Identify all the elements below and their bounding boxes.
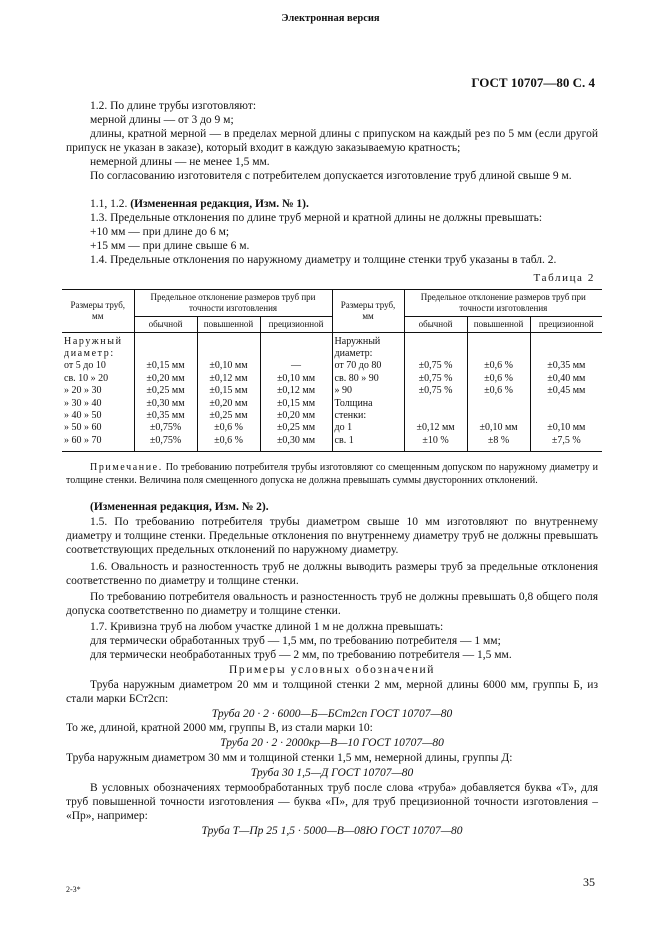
- row-label-left: » 60 » 70: [64, 434, 102, 446]
- p12-edit: [90, 197, 309, 211]
- row-label-right: от 70 до 80: [332, 360, 404, 372]
- value-high-left: ±0,25 мм: [197, 410, 260, 422]
- value-high-left: ±0,10 мм: [197, 360, 260, 372]
- row-label-right: Наружный: [332, 332, 404, 348]
- row-label-left: диаметр:: [64, 347, 115, 359]
- row-label-left: » 40 » 50: [64, 409, 102, 421]
- page-number: 35: [583, 875, 595, 889]
- p13-line1: 1.3. Предельные отклонения по длине труб мерной и кратной длины не должны превышать:: [90, 212, 543, 224]
- value-precise-left: ±0,20 мм: [260, 410, 332, 422]
- row-label-left: Наружный: [64, 335, 123, 347]
- header-high-left: повышенной: [197, 316, 260, 332]
- formula-3: Труба 30 1,5—Д ГОСТ 10707—80: [250, 767, 414, 779]
- value-precise-right: ±0,35 мм: [530, 360, 602, 372]
- value-normal-right: [404, 348, 467, 360]
- value-precise-right: ±0,40 мм: [530, 373, 602, 385]
- examples-heading: Примеры условных обозначений: [228, 664, 436, 676]
- row-label-left: » 50 » 60: [64, 422, 102, 434]
- value-precise-left: [260, 348, 332, 360]
- row-label-right: до 1: [332, 422, 404, 434]
- formula-1: Труба 20 · 2 · 6000—Б—БСт2сп ГОСТ 10707—80: [211, 708, 453, 720]
- p17-line3: для термически необработанных труб — 2 мм, по требованию потребителя — 1,5 мм.: [90, 649, 512, 661]
- value-high-left: ±0,20 мм: [197, 398, 260, 410]
- value-normal-right: [404, 332, 467, 348]
- p12-line4: немерной длины — не менее 1,5 мм.: [90, 156, 270, 168]
- formula-4: Труба Т—Пр 25 1,5 · 5000—В—08Ю ГОСТ 10707—80: [201, 825, 463, 837]
- example-3: Труба наружным диаметром 30 мм и толщиной стенки 1,5 мм, немерной длины, группы Д:: [66, 752, 513, 764]
- value-normal-left: ±0,20 мм: [134, 373, 197, 385]
- value-normal-right: ±0,75 %: [404, 373, 467, 385]
- table-row: [62, 332, 602, 348]
- value-high-right: [467, 332, 530, 348]
- row-label-left: » 20 » 30: [64, 385, 102, 397]
- value-normal-right: ±0,75 %: [404, 360, 467, 372]
- p12-line1: 1.2. По длине трубы изготовляют:: [90, 100, 257, 112]
- value-high-left: ±0,6 %: [197, 435, 260, 451]
- table-row: [62, 422, 602, 434]
- value-high-right: ±0,6 %: [467, 360, 530, 372]
- table-note: [66, 462, 598, 487]
- value-precise-right: ±7,5 %: [530, 435, 602, 451]
- row-label-left: от 5 до 10: [64, 360, 106, 372]
- p17-line2: для термически обработанных труб — 1,5 мм, по требованию потребителя — 1 мм;: [90, 635, 501, 647]
- row-label-left: » 30 » 40: [64, 397, 102, 409]
- row-label-right: Толщина: [332, 398, 404, 410]
- value-high-right: [467, 410, 530, 422]
- p12-line3: длины, кратной мерной — в пределах мерной длины с припуском на каждый рез по 5 мм (если другой припуск не указан в заказе), который входит в каждую заказываемую кратность;: [66, 128, 598, 155]
- table-row: [62, 373, 602, 385]
- row-label-right: св. 80 » 90: [332, 373, 404, 385]
- value-precise-left: ±0,25 мм: [260, 422, 332, 434]
- header-high-right: повышенной: [467, 316, 530, 332]
- footer-sheet-mark: 2-3*: [66, 885, 81, 894]
- value-normal-left: ±0,25 мм: [134, 385, 197, 397]
- p12-line5: По согласованию изготовителя с потребителем допускается изготовление труб длиной свыше 9 м.: [90, 170, 572, 182]
- row-label-left: св. 10 » 20: [64, 372, 109, 384]
- value-precise-left: ±0,12 мм: [260, 385, 332, 397]
- value-high-right: [467, 348, 530, 360]
- p15: 1.5. По требованию потребителя трубы диаметром свыше 10 мм изготовляют по внутреннему диаметру и толщине стенки. Предельные отклонения по внутреннему диаметру труб не должны превышать соответствующих предельных отклонений по наружному диаметру.: [66, 516, 598, 557]
- value-normal-left: ±0,30 мм: [134, 398, 197, 410]
- table-row: [62, 360, 602, 372]
- value-precise-right: [530, 332, 602, 348]
- p16b: По требованию потребителя овальность и разностенность труб не должны превышать 0,8 общего поля допуска соответственно по диаметру и толщине стенки.: [66, 591, 598, 618]
- header-deviation-right: Предельное отклонение размеров труб при точности изготовления: [404, 290, 602, 316]
- value-normal-left: ±0,75%: [134, 435, 197, 451]
- example-2: То же, длиной, кратной 2000 мм, группы В, из стали марки 10:: [66, 722, 373, 734]
- value-high-left: ±0,15 мм: [197, 385, 260, 397]
- value-precise-left: [260, 332, 332, 348]
- header-precise-right: прецизионной: [530, 316, 602, 332]
- value-high-right: ±0,6 %: [467, 373, 530, 385]
- value-precise-right: ±0,10 мм: [530, 422, 602, 434]
- example-1: Труба наружным диаметром 20 мм и толщиной стенки 2 мм, мерной длины 6000 мм, группы Б, из стали марки БСт2сп:: [66, 679, 598, 706]
- value-high-right: [467, 398, 530, 410]
- edit-2: (Измененная редакция, Изм. № 2).: [90, 501, 269, 513]
- row-label-right: диаметр:: [332, 348, 404, 360]
- value-precise-right: ±0,45 мм: [530, 385, 602, 397]
- note-label: Примечание.: [90, 462, 163, 473]
- value-high-left: [197, 332, 260, 348]
- row-label-right: » 90: [332, 385, 404, 397]
- value-high-right: ±0,6 %: [467, 385, 530, 397]
- header-normal-right: обычной: [404, 316, 467, 332]
- value-normal-right: ±0,75 %: [404, 385, 467, 397]
- value-precise-right: [530, 410, 602, 422]
- header-precise-left: прецизионной: [260, 316, 332, 332]
- value-precise-left: ±0,15 мм: [260, 398, 332, 410]
- table-row: [62, 398, 602, 410]
- value-normal-right: [404, 410, 467, 422]
- value-precise-left: ±0,10 мм: [260, 373, 332, 385]
- p12-line2: мерной длины — от 3 до 9 м;: [90, 114, 234, 126]
- value-normal-right: ±10 %: [404, 435, 467, 451]
- p14-line1: 1.4. Предельные отклонения по наружному диаметру и толщине стенки труб указаны в табл. 2.: [90, 254, 557, 266]
- value-normal-left: ±0,75%: [134, 422, 197, 434]
- value-precise-right: [530, 398, 602, 410]
- p16: 1.6. Овальность и разностенность труб не должны выводить размеры труб за предельные отклонения соответственно по диаметру и толщине стенки.: [66, 561, 598, 588]
- p13-line2: +10 мм — при длине до 6 м;: [90, 226, 230, 238]
- value-high-left: [197, 348, 260, 360]
- table-row: [62, 385, 602, 397]
- value-normal-right: [404, 398, 467, 410]
- value-high-right: ±0,10 мм: [467, 422, 530, 434]
- header-deviation-left: Предельное отклонение размеров труб при точности изготовления: [134, 290, 332, 316]
- value-normal-left: [134, 348, 197, 360]
- page-header: Электронная версия: [281, 13, 380, 24]
- value-normal-right: ±0,12 мм: [404, 422, 467, 434]
- value-precise-right: [530, 348, 602, 360]
- p12-edit-prefix: 1.1, 1.2.: [90, 198, 131, 210]
- row-label-right: св. 1: [332, 435, 404, 451]
- note-text: По требованию потребителя трубы изготовляют со смещенным допуском по наружному диаметру и толщине стенки. Величина поля смещенного допуска не должна превышать суммы двусторонних отклонений.: [66, 462, 598, 486]
- value-normal-left: [134, 332, 197, 348]
- p17-line1: 1.7. Кривизна труб на любом участке длиной 1 м не должна превышать:: [90, 621, 444, 633]
- p13-line3: +15 мм — при длине свыше 6 м.: [90, 240, 250, 252]
- value-high-right: ±8 %: [467, 435, 530, 451]
- table-caption: Таблица 2: [533, 272, 595, 284]
- table-row: [62, 435, 602, 451]
- value-normal-left: ±0,35 мм: [134, 410, 197, 422]
- row-label-right: стенки:: [332, 410, 404, 422]
- header-sizes-left: Размеры труб, мм: [62, 290, 134, 332]
- value-normal-left: ±0,15 мм: [134, 360, 197, 372]
- example-4: В условных обозначениях термообработанных труб после слова «труба» добавляется буква «Т», для труб повышенной точности изготовления — буква «П», для труб прецизионной точности изготовления – «Пр», например:: [66, 782, 598, 823]
- table-body: [62, 332, 602, 451]
- formula-2: Труба 20 · 2 · 2000кр—В—10 ГОСТ 10707—80: [220, 737, 444, 749]
- header-normal-left: обычной: [134, 316, 197, 332]
- value-high-left: ±0,12 мм: [197, 373, 260, 385]
- p12-edit-bold: (Измененная редакция, Изм. № 1).: [130, 198, 309, 210]
- value-high-left: ±0,6 %: [197, 422, 260, 434]
- header-sizes-right: Размеры труб, мм: [332, 290, 404, 332]
- value-precise-left: ±0,30 мм: [260, 435, 332, 451]
- table-2: [62, 289, 602, 452]
- value-precise-left: —: [260, 360, 332, 372]
- table-row: [62, 348, 602, 360]
- gost-reference: ГОСТ 10707—80 С. 4: [471, 75, 595, 90]
- table-row: [62, 410, 602, 422]
